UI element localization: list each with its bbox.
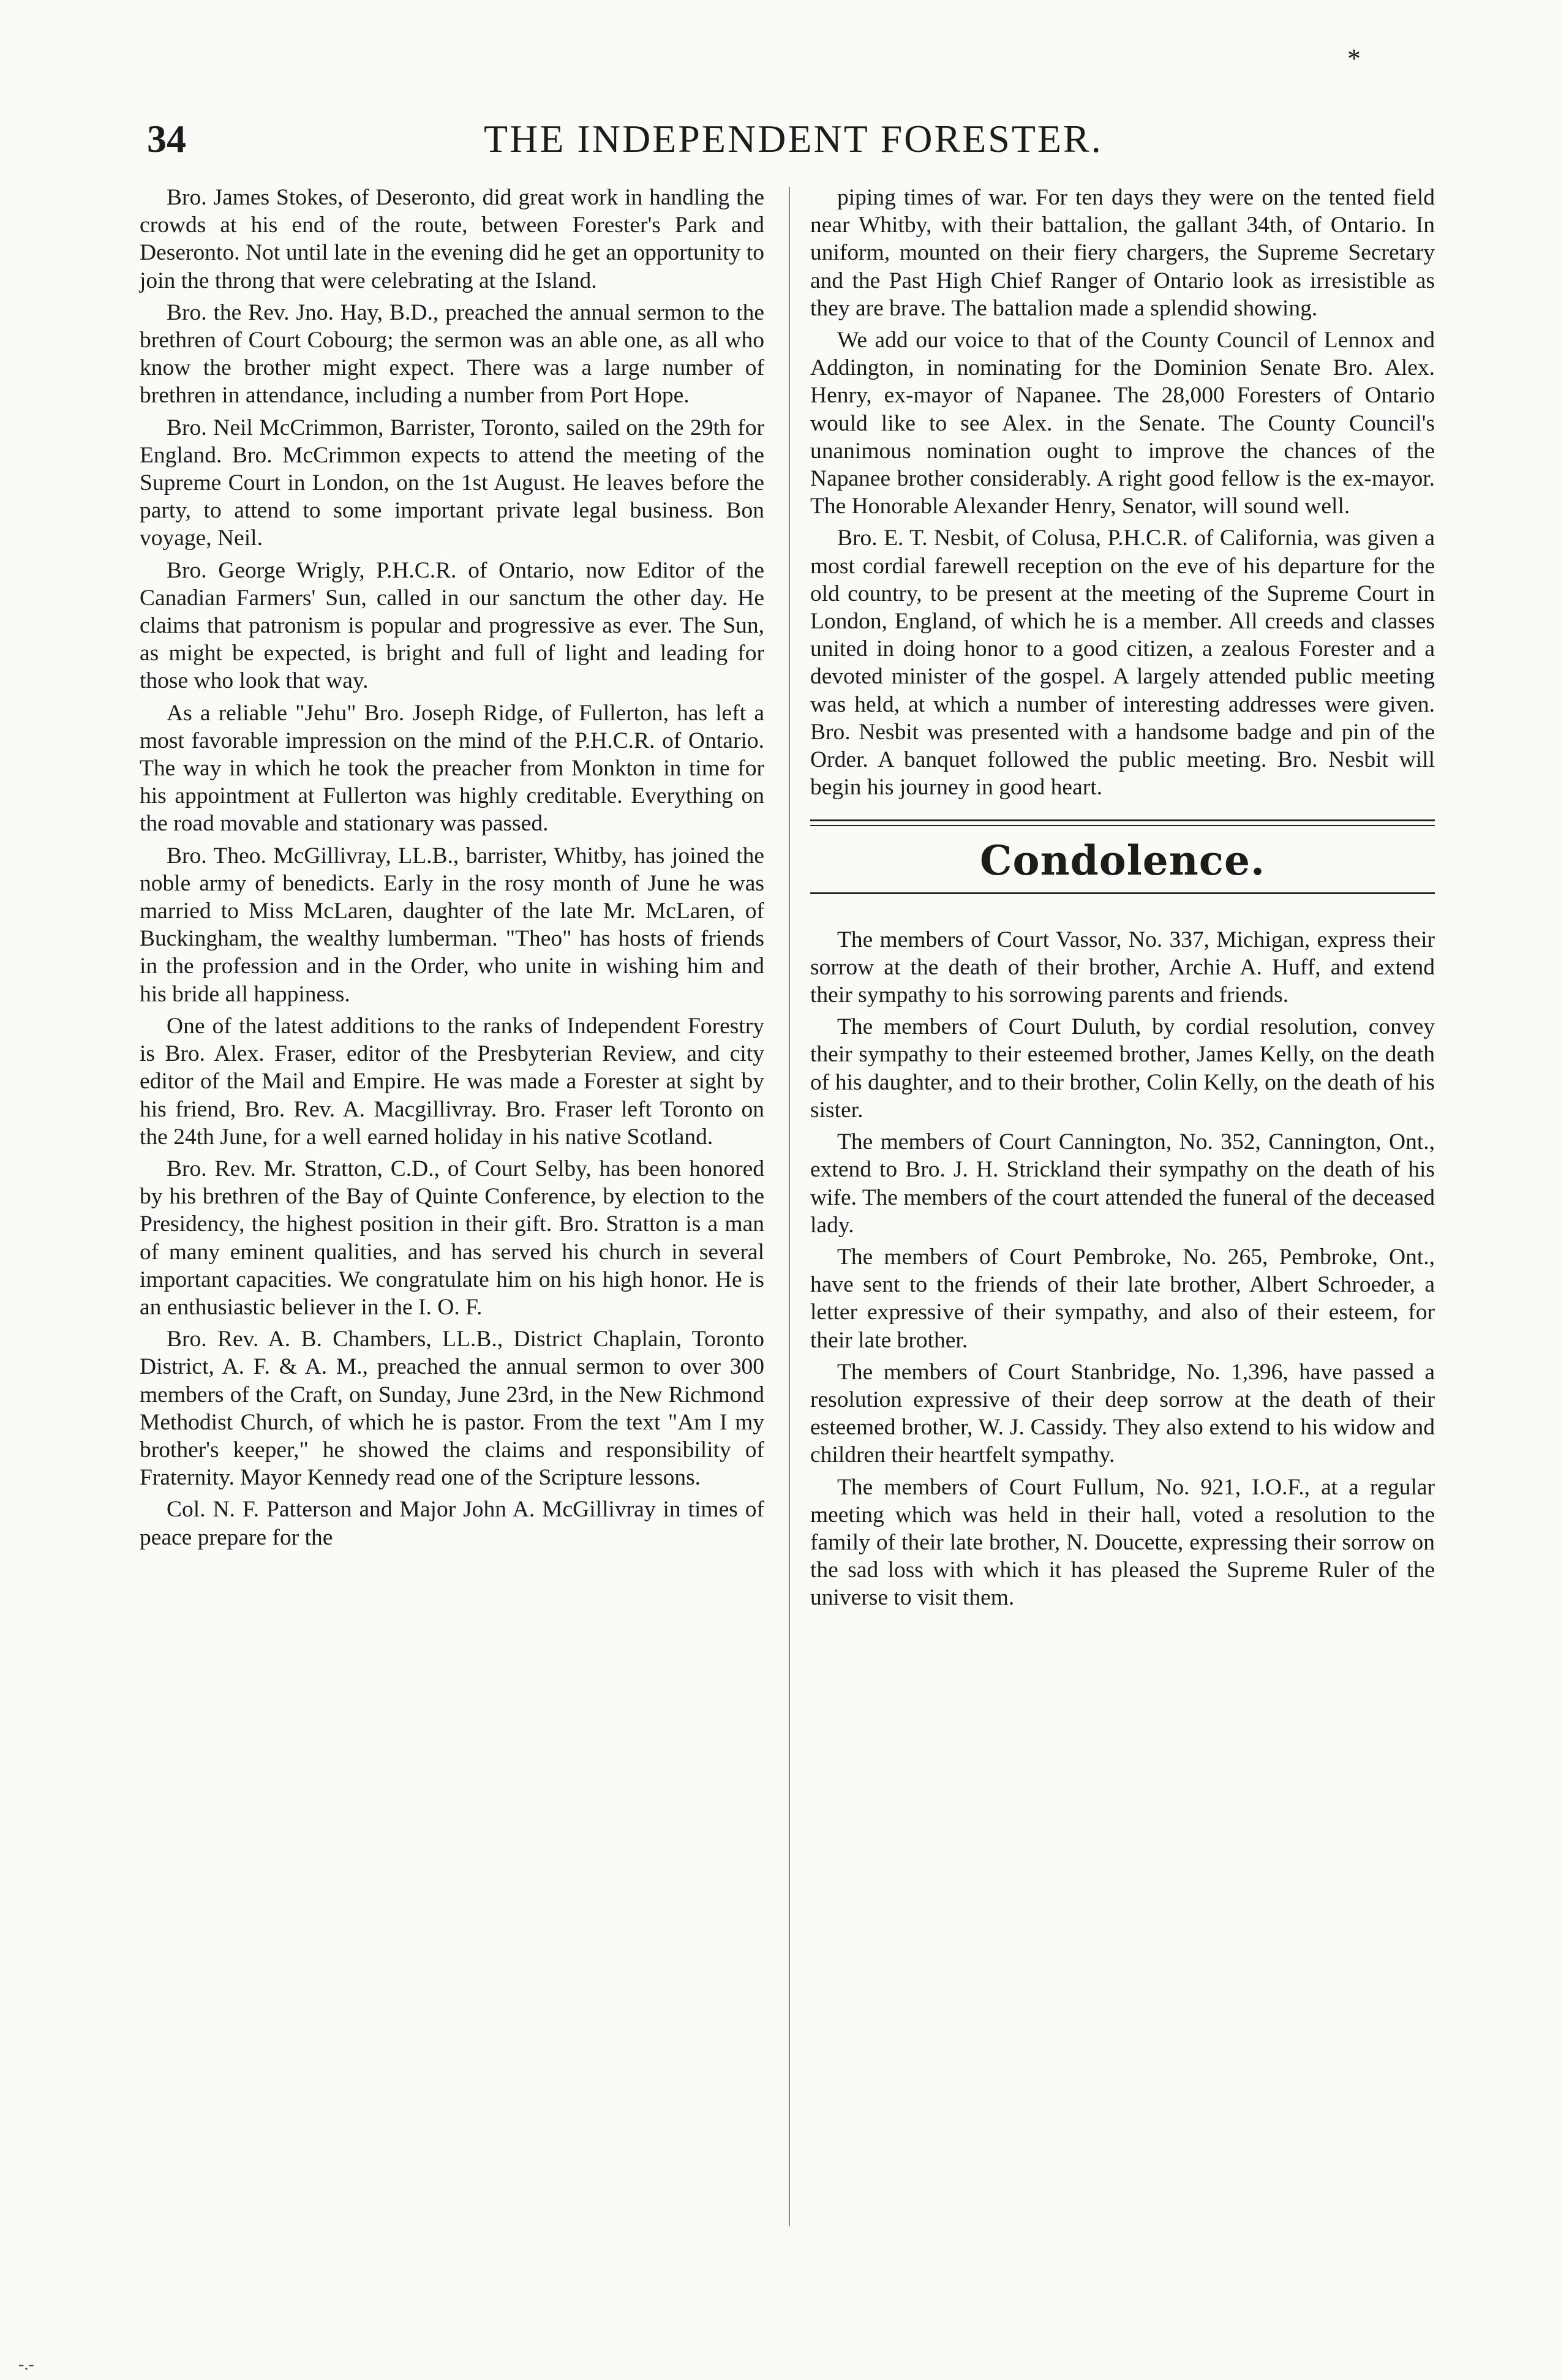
paragraph: Bro. Rev. A. B. Chambers, LL.B., District Chaplain, Toronto District, A. F. & A. M., preached the annual sermon to over 300 members of the Craft, on Sunday, June 23rd, in the New Richmond Methodist Church, of which he is pastor. From the text "Am I my brother's keeper," he showed the claims and responsibility of Fraternity. Mayor Kennedy read one of the Scripture lessons. — [140, 1327, 764, 1491]
condolence-paragraph: The members of Court Pembroke, No. 265, Pembroke, Ont., have sent to the friends of their late brother, Albert Schroeder, a letter expressive of their sympathy, and also of their esteem, for their late brother. — [810, 1244, 1435, 1353]
column-divider — [789, 187, 790, 2226]
running-title: THE INDEPENDENT FORESTER. — [484, 117, 1103, 160]
left-column — [140, 184, 764, 1556]
condolence-paragraph: The members of Court Duluth, by cordial resolution, convey their sympathy to their esteemed brother, James Kelly, on the death of his daughter, and to their brother, Colin Kelly, on the death of his sister. — [810, 1014, 1435, 1123]
paragraph: One of the latest additions to the ranks of Independent Forestry is Bro. Alex. Fraser, editor of the Presbyterian Review, and city editor of the Mail and Empire. He was made a Forester at sight by his friend, Bro. Rev. A. Macgillivray. Bro. Fraser left Toronto on the 24th June, for a well earned holiday in his native Scotland. — [140, 1013, 764, 1150]
condolence-paragraph: The members of Court Cannington, No. 352, Cannington, Ont., extend to Bro. J. H. Strickland their sympathy on the death of his wife. The members of the court attended the funeral of the deceased lady. — [810, 1129, 1435, 1238]
section-title-condolence: Condolence. — [980, 837, 1265, 885]
condolence-paragraph: The members of Court Fullum, No. 921, I.O.F., at a regular meeting which was held in their hall, voted a resolution to the family of their late brother, N. Doucette, expressing their sorrow on the sad loss with which it has pleased the Supreme Ruler of the universe to visit them. — [810, 1474, 1435, 1611]
condolence-paragraph: The members of Court Stanbridge, No. 1,396, have passed a resolution expressive of their deep sorrow at the death of their esteemed brother, W. J. Cassidy. They also extend to his widow and children their heartfelt sympathy. — [810, 1359, 1435, 1468]
corner-mark: * — [1347, 43, 1361, 73]
condolence-paragraph: The members of Court Vassor, No. 337, Michigan, express their sorrow at the death of their brother, Archie A. Huff, and extend their sympathy to his sorrowing parents and friends. — [810, 927, 1435, 1008]
right-column — [810, 184, 1435, 1616]
paragraph: Bro. George Wrigly, P.H.C.R. of Ontario, now Editor of the Canadian Farmers' Sun, called in our sanctum the other day. He claims that patronism is popular and progressive as ever. The Sun, as might be expected, is bright and full of light and leading for those who look that way. — [140, 557, 764, 694]
paragraph: Col. N. F. Patterson and Major John A. McGillivray in times of peace prepare for the — [140, 1497, 764, 1550]
paragraph: Bro. Theo. McGillivray, LL.B., barrister, Whitby, has joined the noble army of benedicts. Early in the rosy month of June he was married to Miss McLaren, daughter of the late Mr. McLaren, of Buckingham, the wealthy lumberman. "Theo" has hosts of friends in the profession and in the Order, who unite in wishing him and his bride all happiness. — [140, 843, 764, 1007]
section-rule — [810, 819, 1435, 826]
paragraph: Bro. E. T. Nesbit, of Colusa, P.H.C.R. of California, was given a most cordial farewell reception on the eve of his departure for the old country, to be present at the meeting of the Supreme Court in London, England, of which he is a member. All creeds and classes united in doing honor to a good citizen, a zealous Forester and a devoted minister of the gospel. A largely attended public meeting was held, at which a number of interesting addresses were given. Bro. Nesbit was presented with a handsome badge and pin of the Order. A banquet followed the public meeting. Bro. Nesbit will begin his journey in good heart. — [810, 525, 1435, 800]
paragraph: Bro. Neil McCrimmon, Barrister, Toronto, sailed on the 29th for England. Bro. McCrimmon expects to attend the meeting of the Supreme Court in London, on the 1st August. He leaves before the party, to attend to some important private legal business. Bon voyage, Neil. — [140, 415, 764, 551]
page-header — [0, 116, 1561, 171]
paragraph: piping times of war. For ten days they were on the tented field near Whitby, with their battalion, the gallant 34th, of Ontario. In uniform, mounted on their fiery chargers, the Supreme Secretary and the Past High Chief Ranger of Ontario look as irresistible as they are brave. The battalion made a splendid showing. — [810, 185, 1435, 321]
bottom-margin-mark: -.- — [18, 2355, 34, 2374]
paragraph: Bro. James Stokes, of Deseronto, did great work in handling the crowds at his end of the route, between Forester's Park and Deseronto. Not until late in the evening did he get an opportunity to join the throng that were celebrating at the Island. — [140, 185, 764, 293]
paragraph: As a reliable "Jehu" Bro. Joseph Ridge, of Fullerton, has left a most favorable impression on the mind of the P.H.C.R. of Ontario. The way in which he took the preacher from Monkton in time for his appointment at Fullerton was highly creditable. Everything on the road movable and stationary was passed. — [140, 700, 764, 837]
section-rule — [810, 892, 1435, 894]
paragraph: Bro. Rev. Mr. Stratton, C.D., of Court Selby, has been honored by his brethren of the Bay of Quinte Conference, by election to the Presidency, the highest position in their gift. Bro. Stratton is a man of many eminent qualities, and has served his church in several important capacities. We congratulate him on his high honor. He is an enthusiastic believer in the I. O. F. — [140, 1156, 764, 1320]
page-number: 34 — [147, 117, 186, 160]
paragraph: Bro. the Rev. Jno. Hay, B.D., preached the annual sermon to the brethren of Court Cobourg; the sermon was an able one, as all who know the brother might expect. There was a large number of brethren in attendance, including a number from Port Hope. — [140, 299, 764, 409]
paragraph: We add our voice to that of the County Council of Lennox and Addington, in nominating for the Dominion Senate Bro. Alex. Henry, ex-mayor of Napanee. The 28,000 Foresters of Ontario would like to see Alex. in the Senate. The County Council's unanimous nomination ought to improve the chances of the Napanee brother considerably. A right good fellow is the ex-mayor. The Honorable Alexander Henry, Senator, will sound well. — [810, 328, 1435, 519]
